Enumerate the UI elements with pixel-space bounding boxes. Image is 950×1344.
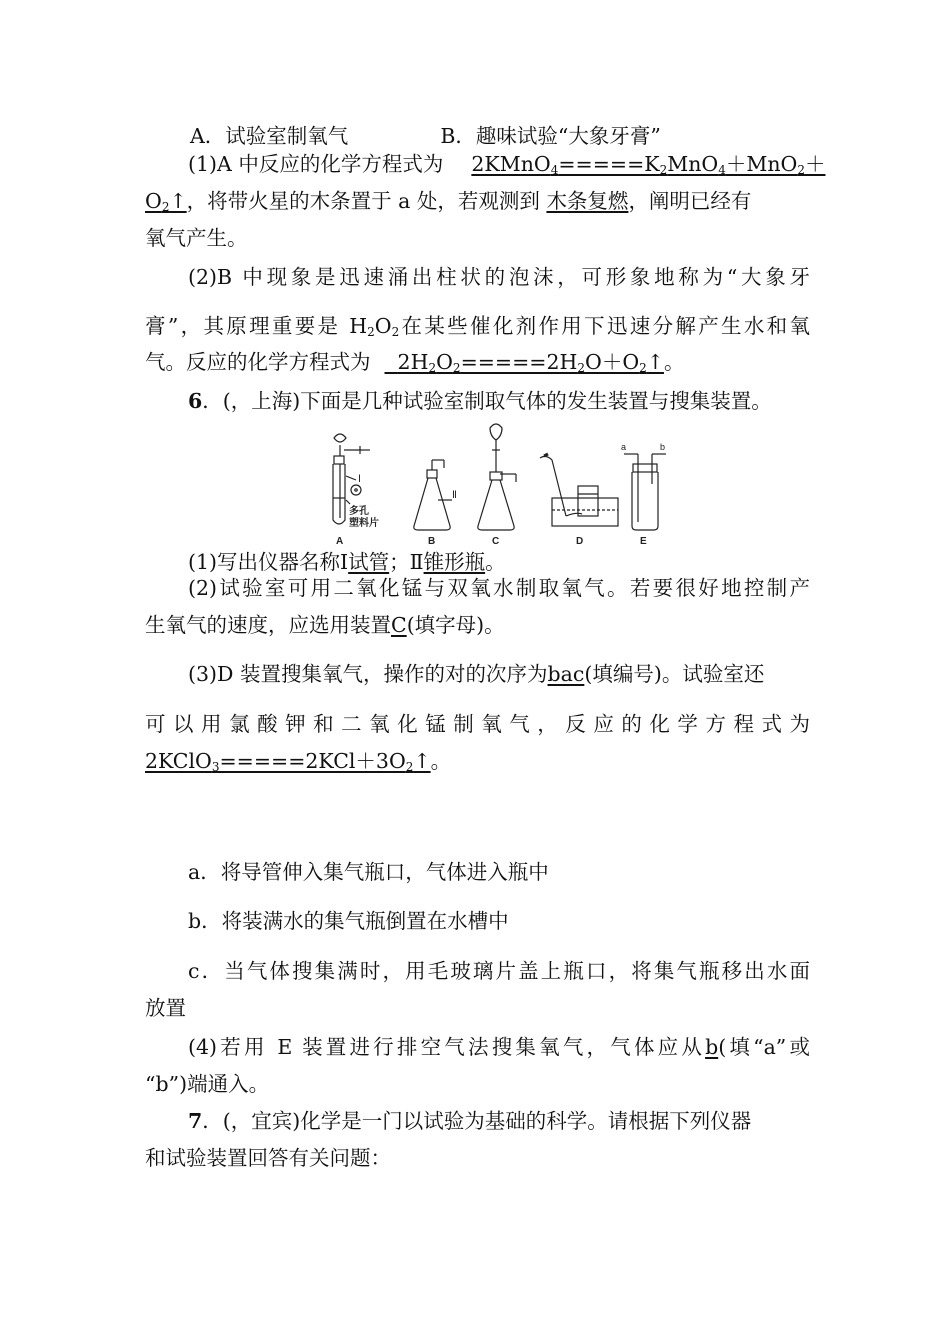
q6-p4-answer: b	[705, 1035, 719, 1059]
q6-p3-line3: $2KClO_3=====2KCl+3O_2↑$。	[145, 749, 452, 774]
q6-step-c-line2: 放置	[145, 996, 186, 1020]
q6-p1-answer2: 锥形瓶	[423, 550, 486, 574]
apparatus-figure	[320, 418, 680, 550]
q6-step-c-line1: c．当气体搜集满时，用毛玻璃片盖上瓶口，将集气瓶移出水面	[188, 959, 810, 983]
q7-number: 7	[188, 1109, 203, 1133]
q5-p2-line2: 膏”，其原理重要是 $H_2O_2$在某些催化剂作用下迅速分解产生水和氧	[145, 314, 811, 339]
q5-p1-answer: 木条复燃	[546, 189, 629, 213]
apparatus-d	[540, 454, 618, 526]
q5-p1-equation: $2KMnO_4=====K_2MnO_4+MnO_2+$	[471, 152, 826, 177]
q6-p4-line1: (4)若用 E 装置进行排空气法搜集氧气，气体应从b(填“a”或	[188, 1035, 810, 1059]
q6-number: 6	[188, 389, 203, 413]
q6-p2-line1: (2)试验室可用二氧化锰与双氧水制取氧气。若要很好地控制产	[188, 576, 810, 600]
option-b: B．趣味试验“大象牙膏”	[440, 124, 661, 148]
q6-p1-answer1: 试管	[348, 550, 390, 574]
q6-p4-line2: “b”)端通入。	[145, 1072, 270, 1096]
q5-p1-line3: 氧气产生。	[145, 226, 248, 250]
q5-p1-equation-cont: $O_2↑$	[145, 189, 187, 214]
label-c: C	[492, 536, 500, 547]
q6-p3-equation: $2KClO_3=====2KCl+3O_2↑$	[145, 749, 431, 774]
q5-p2-line3: 气。反应的化学方程式为 $2H_2O_2=====2H_2O+O_2↑$。	[145, 350, 685, 375]
label-b: B	[428, 536, 436, 547]
label-porous-2: 塑料片	[349, 518, 379, 529]
label-ii: Ⅱ	[452, 490, 457, 501]
apparatus-b	[414, 460, 452, 530]
q6-p2-line2: 生氧气的速度，应选用装置C(填字母)。	[145, 613, 505, 637]
q6-p3-line1: (3)D 装置搜集氧气，操作的对的次序为bac(填编号)。试验室还	[188, 662, 765, 686]
label-porous-1: 多孔	[349, 506, 369, 517]
label-d: D	[576, 536, 584, 547]
q6-step-a: a．将导管伸入集气瓶口，气体进入瓶中	[188, 860, 549, 884]
q6-p3-answer: bac	[547, 662, 585, 686]
q6-p1: (1)写出仪器名称Ⅰ试管；Ⅱ锥形瓶。	[188, 550, 506, 574]
q5-p1-line1: (1)A 中反应的化学方程式为 $2KMnO_4=====K_2MnO_4+MnO_2+$	[188, 152, 826, 177]
label-a: A	[336, 536, 344, 547]
apparatus-e	[624, 454, 666, 530]
label-port-a: a	[621, 442, 627, 452]
label-i: Ⅰ	[358, 474, 361, 485]
option-a: A．试验室制氧气	[190, 124, 349, 148]
q5-p1-line2: $O_2↑$，将带火星的木条置于 a 处，若观测到 木条复燃，阐明已经有	[145, 189, 752, 214]
apparatus-c	[478, 424, 516, 530]
q6-intro: 6．(，上海)下面是几种试验室制取气体的发生装置与搜集装置。	[188, 389, 772, 413]
q7-line1: 7．(，宜宾)化学是一门以试验为基础的科学。请根据下列仪器	[188, 1109, 752, 1133]
label-e: E	[640, 536, 647, 547]
q5-p2-equation: $2H_2O_2=====2H_2O+O_2↑$	[397, 350, 664, 375]
q5-options	[190, 122, 855, 150]
q6-step-b: b．将装满水的集气瓶倒置在水槽中	[188, 909, 509, 933]
q6-p2-answer: C	[391, 613, 407, 637]
label-port-b: b	[660, 442, 666, 452]
q7-line2: 和试验装置回答有关问题：	[145, 1146, 391, 1170]
q6-p3-line2: 可以用氯酸钾和二氧化锰制氧气，反应的化学方程式为	[145, 712, 810, 736]
q5-p2-line1: (2)B 中现象是迅速涌出柱状的泡沫，可形象地称为“大象牙	[188, 265, 810, 289]
